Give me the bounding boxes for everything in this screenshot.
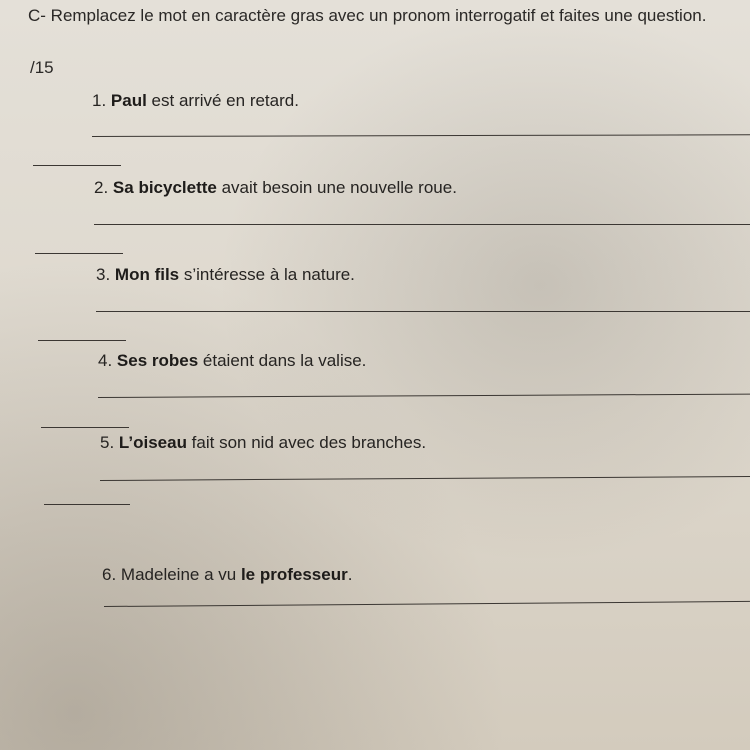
question-number: 5. xyxy=(100,433,115,452)
bold-word: Ses robes xyxy=(116,351,199,370)
question-number: 4. xyxy=(98,351,113,370)
answer-line-4[interactable] xyxy=(98,394,750,398)
bold-word: Sa bicyclette xyxy=(112,178,217,197)
question-number: 2. xyxy=(94,178,109,197)
question-number: 1. xyxy=(92,91,107,110)
answer-line-3-continuation[interactable] xyxy=(38,340,126,341)
sentence-rest: étaient dans la valise. xyxy=(198,351,367,370)
answer-line-5[interactable] xyxy=(100,476,750,481)
question-number: 3. xyxy=(96,265,111,284)
answer-line-4-continuation[interactable] xyxy=(41,427,129,428)
question-3 xyxy=(96,265,355,285)
bold-word: L’oiseau xyxy=(118,433,187,452)
answer-line-2[interactable] xyxy=(94,224,750,225)
bold-word: le professeur xyxy=(240,565,348,584)
answer-line-3[interactable] xyxy=(96,311,750,312)
sentence-rest: est arrivé en retard. xyxy=(146,91,299,110)
exercise-instructions: C- Remplacez le mot en caractère gras avec un pronom interrogatif et faites une question. xyxy=(28,6,707,25)
sentence-rest: avait besoin une nouvelle roue. xyxy=(216,178,457,197)
question-6 xyxy=(102,565,352,585)
answer-line-5-continuation[interactable] xyxy=(44,504,130,505)
answer-line-2-continuation[interactable] xyxy=(35,253,123,254)
bold-word: Mon fils xyxy=(114,265,180,284)
sentence-rest: s’intéresse à la nature. xyxy=(179,265,355,284)
question-2 xyxy=(94,178,457,198)
bold-word: Paul xyxy=(110,91,147,110)
sentence-start: Madeleine a vu xyxy=(120,565,241,584)
answer-line-6[interactable] xyxy=(104,601,750,607)
sentence-end: . xyxy=(347,565,353,584)
answer-line-1[interactable] xyxy=(92,134,750,137)
sentence-rest: fait son nid avec des branches. xyxy=(186,433,427,452)
question-5 xyxy=(100,433,426,453)
question-1 xyxy=(92,91,299,111)
question-number: 6. xyxy=(102,565,117,584)
answer-line-1-continuation[interactable] xyxy=(33,165,121,166)
question-4 xyxy=(98,351,366,371)
score-total: /15 xyxy=(30,58,54,77)
